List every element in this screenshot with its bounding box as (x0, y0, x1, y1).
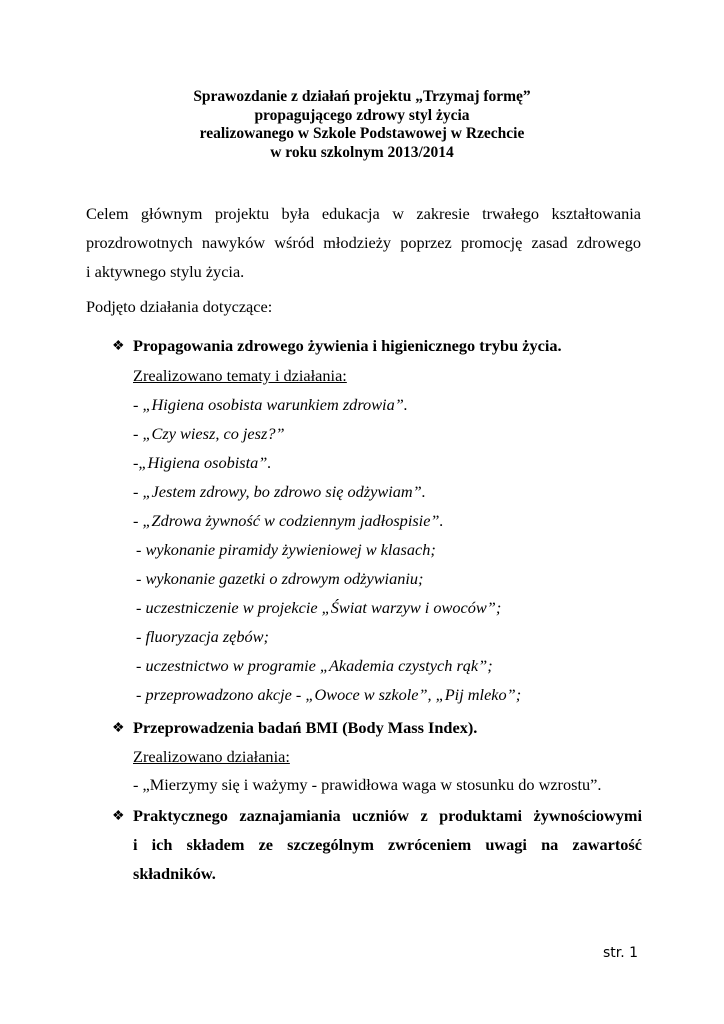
section-2-heading-text: Przeprowadzenia badań BMI (Body Mass Index). (133, 718, 478, 737)
list-item: - „Jestem zdrowy, bo zdrowo się odżywiam”. (133, 482, 426, 501)
diamond-bullet-icon: ❖ (112, 339, 125, 354)
section-2-heading (112, 713, 642, 743)
title-line-1: Sprawozdanie z działań projektu „Trzymaj formę” (193, 88, 531, 105)
list-item: - „Higiena osobista warunkiem zdrowia”. (133, 395, 408, 414)
title-line-3: realizowanego w Szkole Podstawowej w Rzechcie (199, 125, 525, 142)
title-line-2: propagującego zdrowy styl życia (254, 106, 470, 124)
list-item: - uczestnictwo w programie „Akademia czystych rąk”; (136, 656, 493, 675)
section-3-heading (112, 801, 642, 888)
list-item: - wykonanie gazetki o zdrowym odżywianiu; (136, 569, 424, 588)
section-2-subheading: Zrealizowano działania: (133, 747, 290, 766)
list-item: - „Czy wiesz, co jesz?” (133, 424, 285, 443)
list-item: - wykonanie piramidy żywieniowej w klasach; (136, 540, 436, 559)
actions-intro: Podjęto działania dotyczące: (86, 297, 273, 316)
intro-line-2: prozdrowotnych nawyków wśród młodzieży poprzez promocję zasad zdrowego (86, 233, 641, 252)
intro-line-1: Celem głównym projektu była edukacja w zakresie trwałego kształtowania (86, 204, 641, 223)
section-1-heading-text: Propagowania zdrowego żywienia i higienicznego trybu życia. (133, 336, 562, 355)
diamond-bullet-icon: ❖ (112, 721, 125, 736)
page-number: str. 1 (602, 945, 638, 961)
section-3-heading-line-2: i ich składem ze szczególnym zwróceniem uwagi na zawartość (133, 835, 642, 854)
title-line-4: w roku szkolnym 2013/2014 (270, 143, 454, 161)
section-1-heading (112, 331, 642, 361)
section-1-subheading: Zrealizowano tematy i działania: (133, 366, 347, 385)
list-item: - przeprowadzono akcje - „Owoce w szkole”, „Pij mleko”; (136, 685, 522, 704)
list-item: - fluoryzacja zębów; (136, 627, 269, 646)
intro-line-3: i aktywnego stylu życia. (86, 262, 245, 281)
list-item: - „Zdrowa żywność w codziennym jadłospisie”. (133, 511, 444, 530)
section-3-heading-line-3: składników. (133, 864, 216, 883)
section-3-heading-line-1: Praktycznego zaznajamiania uczniów z produktami żywnościowymi (133, 806, 642, 825)
document-title (80, 88, 644, 162)
list-item: - „Mierzymy się i ważymy - prawidłowa waga w stosunku do wzrostu”. (133, 775, 602, 794)
diamond-bullet-icon: ❖ (112, 809, 125, 824)
list-item: - uczestniczenie w projekcie „Świat warzyw i owoców”; (136, 598, 502, 617)
intro-paragraph (86, 199, 641, 286)
list-item: -„Higiena osobista”. (133, 453, 272, 472)
